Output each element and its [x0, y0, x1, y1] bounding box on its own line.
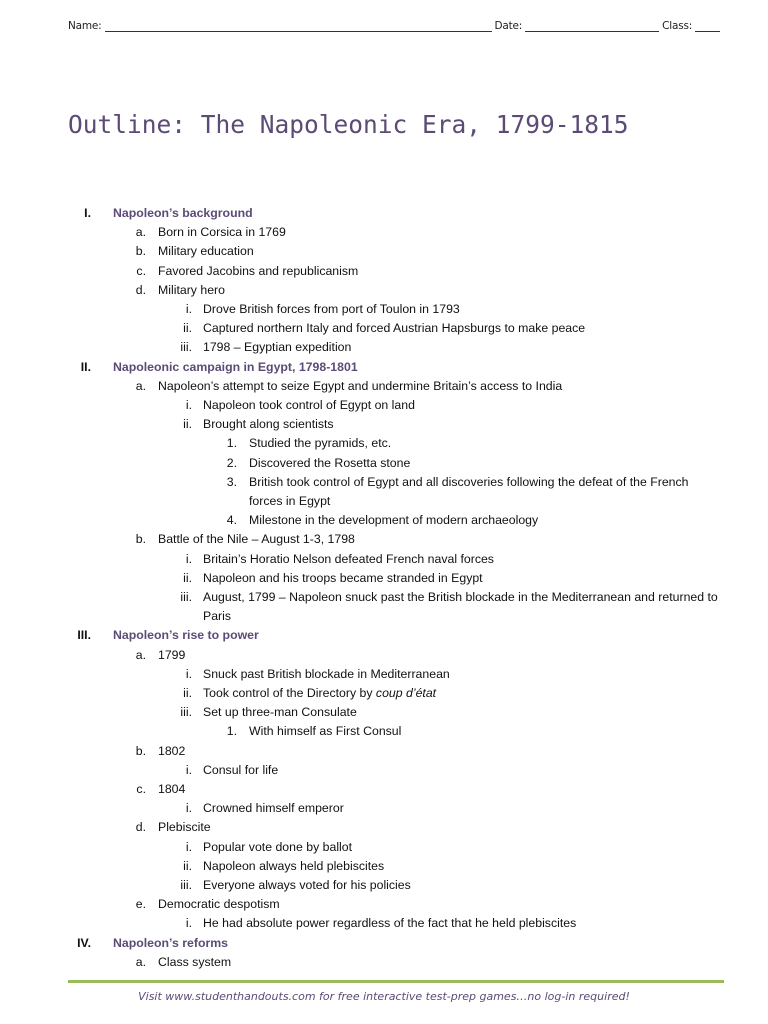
outline-text	[158, 953, 231, 972]
outline-item	[0, 665, 768, 684]
outline-marker: iii.	[180, 705, 192, 720]
outline-marker: d.	[135, 282, 146, 297]
outline-marker: 4.	[226, 513, 237, 528]
outline-text	[203, 338, 351, 357]
footer-note: Visit www.studenthandouts.com for free interactive test-prep games…no log-in required!	[138, 990, 630, 1003]
outline-text	[158, 818, 211, 837]
outline-text	[203, 761, 278, 780]
outline-text	[203, 838, 352, 857]
outline-marker: i.	[185, 666, 192, 681]
outline-marker: i.	[185, 551, 192, 566]
outline-marker: 1.	[226, 724, 237, 739]
outline-text-main: Popular vote done by ballot	[203, 839, 353, 854]
outline-heading	[0, 204, 768, 223]
outline-text-main: Napoleon always held plebiscites	[203, 858, 385, 873]
outline-text	[113, 358, 358, 377]
outline-item	[0, 434, 768, 453]
outline-text-main: He had absolute power regardless of the fact that he held plebiscites	[203, 916, 577, 931]
outline-marker: ii.	[183, 570, 192, 585]
outline-text-main: Military education	[158, 244, 254, 259]
outline-item	[0, 876, 768, 895]
outline-marker: IV.	[77, 935, 91, 950]
outline-item	[0, 550, 768, 569]
outline-text	[203, 684, 436, 703]
name-label: Name:	[68, 20, 102, 32]
outline-text	[249, 454, 410, 473]
date-label: Date:	[494, 20, 523, 32]
outline-text-main: Born in Corsica in 1769	[158, 225, 286, 240]
outline-text	[158, 223, 286, 242]
outline-marker: ii.	[183, 417, 192, 432]
outline-text	[158, 242, 254, 261]
outline-item	[0, 895, 768, 914]
outline-item	[0, 530, 768, 549]
outline-text-main: Set up three-man Consulate	[203, 705, 357, 720]
outline-marker: b.	[135, 743, 146, 758]
outline-text-main: Plebiscite	[158, 820, 211, 835]
outline-marker: a.	[135, 225, 146, 240]
outline-marker: a.	[135, 954, 146, 969]
outline-item	[0, 300, 768, 319]
outline-text	[249, 434, 391, 453]
footer-divider	[68, 980, 724, 983]
outline-text-main: Napoleon’s attempt to seize Egypt and undermine Britain’s access to India	[158, 378, 563, 393]
outline-item	[0, 684, 768, 703]
outline-text	[203, 876, 411, 895]
outline-marker: i.	[185, 839, 192, 854]
outline-marker: b.	[135, 532, 146, 547]
outline-text-main: 1804	[158, 782, 186, 796]
outline-marker: 1.	[226, 436, 237, 451]
outline-text-main: Britain’s Horatio Nelson defeated French naval forces	[203, 551, 494, 566]
outline-text	[158, 281, 225, 300]
outline-text-main: Napoleon’s rise to power	[113, 628, 259, 643]
outline-marker: ii.	[183, 858, 192, 873]
outline-heading	[0, 626, 768, 645]
outline-marker: c.	[136, 782, 146, 796]
outline-marker: b.	[135, 244, 146, 259]
outline-text	[113, 626, 259, 645]
outline-marker: i.	[185, 916, 192, 931]
outline-item	[0, 569, 768, 588]
outline-item	[0, 262, 768, 281]
outline-text-main: Napoleon’s reforms	[113, 935, 229, 950]
outline-text	[158, 377, 562, 396]
outline-marker: a.	[135, 378, 146, 393]
outline-text-main: Military hero	[158, 282, 225, 297]
outline-item	[0, 473, 768, 511]
outline-text-main: Napoleonic campaign in Egypt, 1798-1801	[113, 359, 358, 374]
outline-item	[0, 646, 768, 665]
outline-text-main: Everyone always voted for his policies	[203, 878, 411, 892]
class-label: Class:	[662, 20, 693, 32]
outline-text-main: Studied the pyramids, etc.	[249, 436, 392, 451]
outline-item	[0, 742, 768, 761]
outline-text	[203, 319, 585, 338]
outline-text	[158, 742, 185, 761]
outline-text	[113, 934, 228, 953]
outline-text	[203, 588, 725, 626]
outline-item	[0, 396, 768, 415]
outline-text-main: Drove British forces from port of Toulon in 1793	[203, 302, 460, 316]
outline-heading	[0, 934, 768, 953]
outline-heading	[0, 358, 768, 377]
outline-marker: III.	[77, 628, 91, 643]
outline-text	[203, 415, 334, 434]
outline-item	[0, 818, 768, 837]
outline-marker: i.	[185, 398, 192, 412]
outline-item	[0, 319, 768, 338]
outline-item	[0, 953, 768, 972]
outline-text-main: 1798 – Egyptian expedition	[203, 340, 352, 355]
outline-item	[0, 761, 768, 780]
outline-marker: i.	[185, 762, 192, 777]
outline-text-main: With himself as First Consul	[249, 724, 402, 739]
outline-item	[0, 799, 768, 818]
outline-item	[0, 588, 768, 626]
outline-text-main: Discovered the Rosetta stone	[249, 455, 411, 470]
outline-item	[0, 722, 768, 741]
outline-marker: 2.	[226, 455, 237, 470]
outline-text	[203, 300, 460, 319]
outline-marker: iii.	[180, 878, 192, 892]
outline-marker: c.	[136, 263, 146, 278]
outline-text	[203, 799, 344, 818]
outline-item	[0, 223, 768, 242]
outline-text-main: Milestone in the development of modern archaeology	[249, 513, 539, 528]
outline-text-main: 1799	[158, 647, 186, 662]
outline-text-main: Brought along scientists	[203, 417, 334, 432]
outline-text-main: August, 1799 – Napoleon snuck past the British blockade in the Mediterranean and returned to Paris	[203, 590, 718, 623]
outline-text-main: Crowned himself emperor	[203, 801, 344, 816]
outline-marker: i.	[185, 801, 192, 816]
outline-item	[0, 511, 768, 530]
outline-text-main: Took control of the Directory by	[203, 686, 376, 700]
outline-item	[0, 857, 768, 876]
outline-text	[158, 530, 355, 549]
outline-text	[203, 857, 384, 876]
outline-text	[203, 569, 483, 588]
outline-marker: iii.	[180, 340, 192, 355]
outline-text	[203, 396, 415, 415]
outline-text-main: Class system	[158, 954, 232, 969]
outline-item	[0, 338, 768, 357]
outline-text	[249, 511, 538, 530]
outline-text-main: Napoleon and his troops became stranded in Egypt	[203, 570, 483, 585]
outline-marker: ii.	[183, 686, 192, 700]
outline-marker: a.	[135, 647, 146, 662]
outline-item	[0, 454, 768, 473]
outline-text	[158, 895, 280, 914]
outline-text	[158, 780, 185, 799]
outline-text-main: Napoleon took control of Egypt on land	[203, 398, 415, 412]
outline-marker: 3.	[226, 474, 237, 489]
outline-item	[0, 780, 768, 799]
outline-text-main: Snuck past British blockade in Mediterranean	[203, 666, 450, 681]
outline-text-main: Democratic despotism	[158, 897, 280, 912]
outline-item	[0, 377, 768, 396]
outline-text-main: 1802	[158, 743, 186, 758]
outline-item	[0, 838, 768, 857]
outline-marker: iii.	[180, 590, 192, 604]
outline-text	[203, 914, 576, 933]
outline-text	[203, 550, 494, 569]
outline-item	[0, 914, 768, 933]
outline-text	[249, 473, 719, 511]
outline-marker: i.	[185, 302, 192, 316]
outline-marker: II.	[80, 359, 91, 374]
outline-text-main: Consul for life	[203, 762, 279, 777]
outline-marker: ii.	[183, 321, 192, 336]
page-title: Outline: The Napoleonic Era, 1799-1815	[68, 110, 629, 139]
outline-text	[158, 262, 358, 281]
outline-text	[158, 646, 185, 665]
outline-text	[113, 204, 253, 223]
outline-text	[203, 665, 450, 684]
outline-text-main: Favored Jacobins and republicanism	[158, 263, 359, 278]
outline-item	[0, 281, 768, 300]
outline-item	[0, 415, 768, 434]
outline-text-main: British took control of Egypt and all discoveries following the defeat of the French forces in Egypt	[249, 474, 689, 508]
outline-marker: d.	[135, 820, 146, 835]
outline-text-main: Napoleon’s background	[113, 206, 253, 220]
outline-text-main: Captured northern Italy and forced Austrian Hapsburgs to make peace	[203, 321, 586, 336]
outline-item	[0, 242, 768, 261]
outline-text	[249, 722, 401, 741]
outline-text-italic: coup d’état	[375, 686, 437, 700]
outline-marker: I.	[84, 206, 91, 220]
outline-text	[203, 703, 357, 722]
outline-text-main: Battle of the Nile – August 1-3, 1798	[158, 532, 355, 547]
outline-item	[0, 703, 768, 722]
outline-marker: e.	[135, 897, 146, 912]
